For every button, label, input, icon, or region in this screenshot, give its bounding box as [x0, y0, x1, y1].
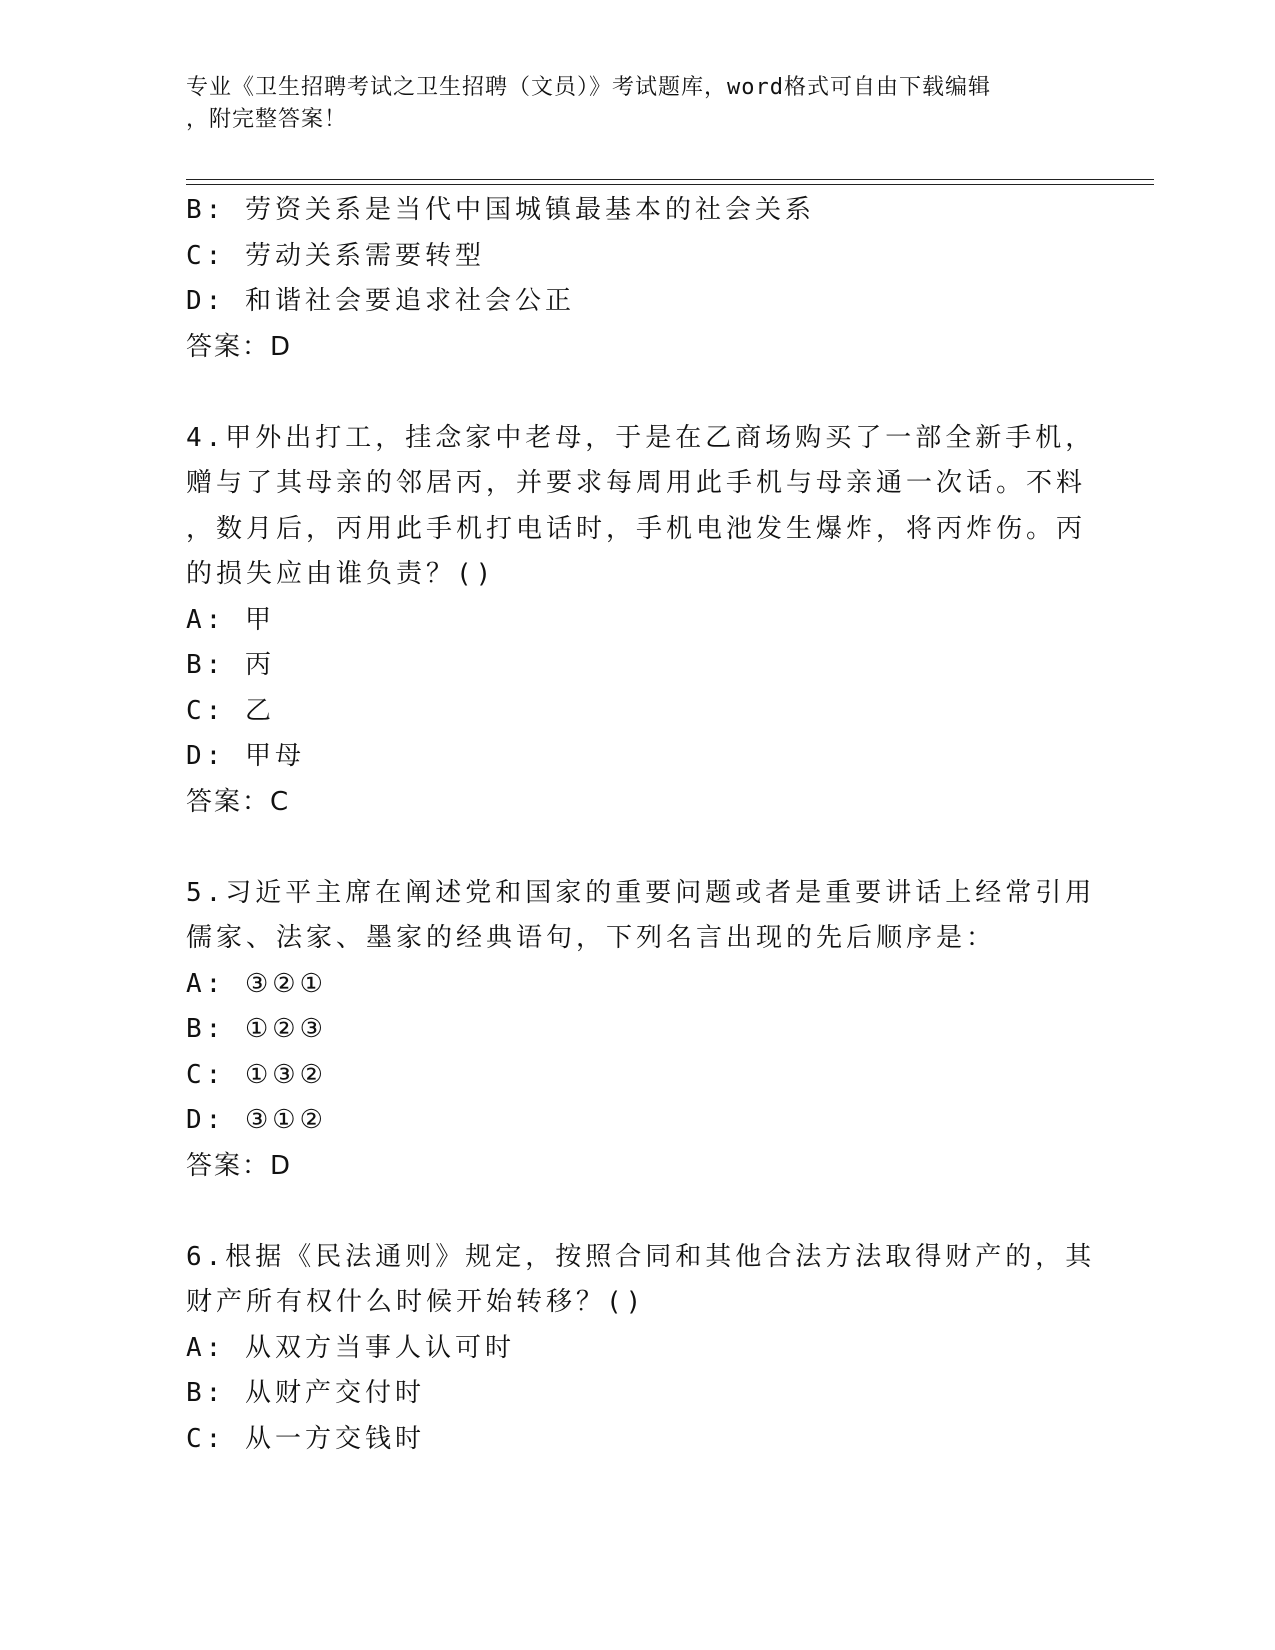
- question-text-line: ，数月后，丙用此手机打电话时，手机电池发生爆炸，将丙炸伤。丙: [186, 513, 1087, 544]
- header-line-1: 专业《卫生招聘考试之卫生招聘（文员）》考试题库，word格式可自由下载编辑: [186, 75, 991, 100]
- answer-option: A: ③②①: [186, 968, 327, 999]
- answer-option: B: ①②③: [186, 1014, 327, 1044]
- block-spacer: [186, 370, 1066, 416]
- block-spacer: [186, 1189, 1066, 1235]
- question-text-line: 儒家、法家、墨家的经典语句，下列名言出现的先后顺序是：: [186, 923, 997, 953]
- answer-key: 答案：C: [186, 786, 291, 817]
- document-header: [186, 72, 1066, 136]
- answer-option: D: 和谐社会要追求社会公正: [186, 286, 575, 316]
- question-text-line: 的损失应由谁负责？(): [186, 559, 496, 589]
- question-text-line: 财产所有权什么时候开始转移？(): [186, 1287, 646, 1317]
- question-block: [186, 871, 1096, 1190]
- answer-option: A: 甲: [186, 604, 275, 635]
- answer-option: B: 劳资关系是当代中国城镇最基本的社会关系: [186, 195, 815, 225]
- header-rule-top: [186, 179, 1154, 180]
- answer-option: C: ①③②: [186, 1059, 327, 1090]
- question-text-line: 4.甲外出打工，挂念家中老母，于是在乙商场购买了一部全新手机，: [186, 422, 1096, 453]
- question-block: [186, 416, 1096, 826]
- answer-option: C: 劳动关系需要转型: [186, 240, 485, 271]
- header-rule-bottom: [186, 184, 1154, 185]
- header-line-2: ，附完整答案！: [186, 107, 348, 132]
- answer-option: A: 从双方当事人认可时: [186, 1332, 515, 1363]
- answer-option: C: 从一方交钱时: [186, 1423, 425, 1454]
- question-list: [186, 188, 1096, 1462]
- answer-key: 答案：D: [186, 1150, 293, 1181]
- question-text-line: 5.习近平主席在阐述党和国家的重要问题或者是重要讲话上经常引用: [186, 877, 1096, 908]
- answer-option: B: 从财产交付时: [186, 1378, 425, 1408]
- block-spacer: [186, 825, 1066, 871]
- question-text-line: 赠与了其母亲的邻居丙，并要求每周用此手机与母亲通一次话。不料: [186, 468, 1087, 498]
- question-text-line: 6.根据《民法通则》规定，按照合同和其他合法方法取得财产的，其: [186, 1241, 1096, 1272]
- question-block: [186, 188, 1066, 370]
- question-block: [186, 1235, 1096, 1463]
- answer-key: 答案：D: [186, 331, 293, 362]
- answer-option: D: ③①②: [186, 1105, 327, 1135]
- answer-option: B: 丙: [186, 650, 275, 680]
- answer-option: C: 乙: [186, 695, 275, 726]
- answer-option: D: 甲母: [186, 741, 305, 771]
